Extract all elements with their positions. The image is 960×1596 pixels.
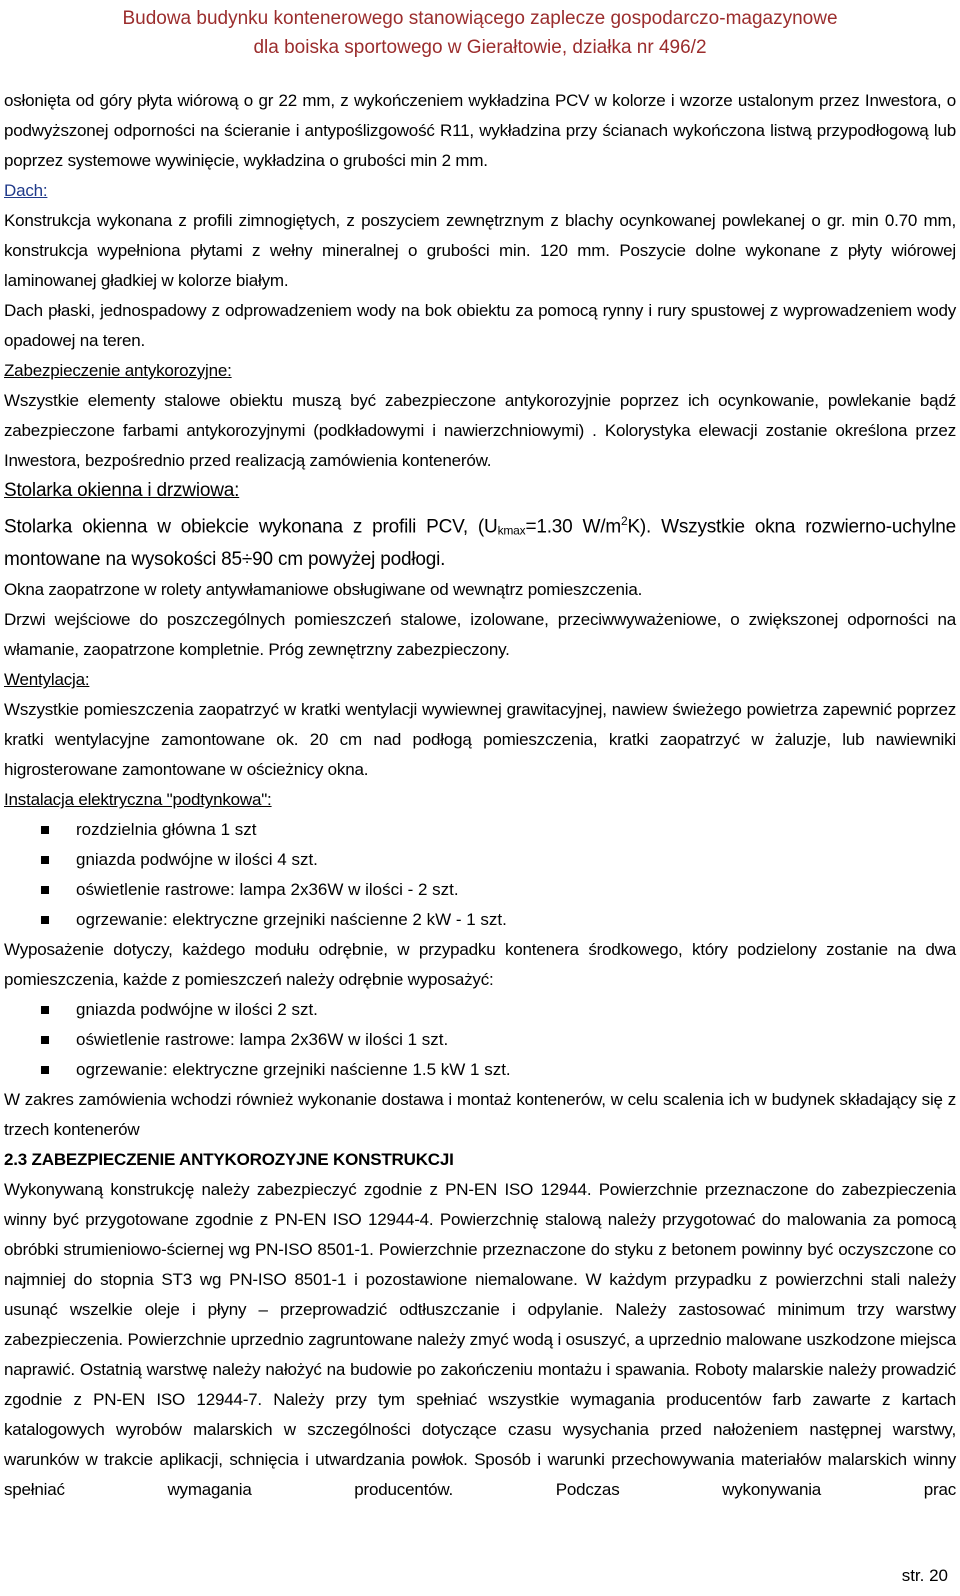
floor-paragraph: osłonięta od góry płyta wiórową o gr 22 mm, z wykończeniem wykładzina PCV w kolorze i wzorze ustalonym przez Inwestora, o podwyższonej odporności na ścieranie i antypoślizgowość R11, wykładzina przy ścianach wykończona listwą przypodłogową lub poprzez systemowe wywinięcie, wykładzina o grubości min 2 mm. — [4, 91, 956, 170]
bullet-square-icon — [41, 1036, 49, 1044]
electrical-paragraph-2: Wyposażenie dotyczy, każdego modułu odrębnie, w przypadku kontenera środkowego, który podzielony zostanie na dwa pomieszczenia, każde z pomieszczeń należy odrębnie wyposażyć: — [4, 940, 956, 990]
list-item — [4, 815, 956, 845]
section-2-3-heading: 2.3 ZABEZPIECZENIE ANTYKOROZYJNE KONSTRUKCJI — [4, 1150, 454, 1170]
list-item — [4, 1025, 956, 1055]
ventilation-heading: Wentylacja: — [4, 670, 90, 690]
roof-paragraph-2: Dach płaski, jednospadowy z odprowadzeniem wody na bok obiektu za pomocą rynny i rury spustowej z wyprowadzeniem wody opadowej na teren. — [4, 301, 956, 350]
section-2-3-paragraph: Wykonywaną konstrukcję należy zabezpieczyć zgodnie z PN-EN ISO 12944. Powierzchnie przeznaczone do zabezpieczenia winny być przygotowane zgodnie z PN-EN ISO 12944-4. Powierzchnię stalową należy przygotować do malowania za pomocą obróbki strumieniowo-ściernej wg PN-ISO 8501-1. Powierzchnie przeznaczone do styku z betonem powinny być oczyszczone co najmniej do stopnia ST3 wg PN-ISO 8501-1 i pozostawione niemalowane. W każdym przypadku z powierzchni stali należy usunąć wszelkie oleje i płyny – przeprowadzić odtłuszczanie i odpylanie. Należy zastosować minimum trzy warstwy zabezpieczenia. Powierzchnie uprzednio zagruntowane należy zmyć wodą i osuszyć, a uprzednio malowane uszkodzone miejsca naprawić. Ostatnią warstwę należy nałożyć na budowie po zakończeniu montażu i spawania. Roboty malarskie należy prowadzić zgodnie z PN-EN ISO 12944-7. Należy przy tym spełniać wszystkie wymagania producentów farb zawarte z kartach katalogowych wyrobów malarskich w szczególności dotyczące czasu wysychania przed nałożeniem następnej warstwy, warunków w trakcie aplikacji, schnięcia i utwardzania powłok. Sposób i warunki przechowywania materiałów malarskich winny spełniać wymagania producentów. Podczas wykonywania prac — [4, 1180, 956, 1500]
roof-paragraph-1: Konstrukcja wykonana z profili zimnogiętych, z poszyciem zewnętrznym z blachy ocynkowanej powlekanej o gr. min 0.70 mm, konstrukcja wypełniona płytami z wełny mineralnej o grubości min. 120 mm. Poszycie dolne wykonane z płyty wiórowej laminowanej gładkiej w kolorze białym. — [4, 211, 956, 290]
bullet-square-icon — [41, 1006, 49, 1014]
electrical-heading: Instalacja elektryczna "podtynkowa": — [4, 790, 272, 810]
list-item — [4, 995, 956, 1025]
list-item — [4, 905, 956, 935]
list-item — [4, 845, 956, 875]
ventilation-paragraph: Wszystkie pomieszczenia zaopatrzyć w kratki wentylacji wywiewnej grawitacyjnej, nawiew świeżego powietrza zapewnić poprzez kratki wentylacyjne zamontowane ok. 20 cm nad podłogą pomieszczenia, kratki zaopatrzyć w żaluzje, lub nawiewniki higrosterowane zamontowane w ościeżnicy okna. — [4, 700, 956, 780]
joinery-paragraph-3: Drzwi wejściowe do poszczególnych pomieszczeń stalowe, izolowane, przeciwwyważeniowe, o zwiększonej odporności na włamanie, zaopatrzone kompletnie. Próg zewnętrzny zabezpieczony. — [4, 610, 956, 660]
bullet-square-icon — [41, 916, 49, 924]
joinery-text-a: Stolarka okienna w obiekcie wykonana z profili PCV, (U — [4, 516, 498, 538]
header-line-1: Budowa budynku kontenerowego stanowiącego zaplecze gospodarczo-magazynowe — [122, 8, 838, 29]
corrosion-paragraph: Wszystkie elementy stalowe obiektu muszą być zabezpieczone antykorozyjnie poprzez ich ocynkowanie, powlekanie bądź zabezpieczone farbami antykorozyjnymi (podkładowymi i nawierzchniowymi) . Kolorystyka elewacji zostanie określona przez Inwestora, bezpośrednio przed realizacją zamówienia kontenerów. — [4, 391, 956, 470]
joinery-text-b: =1.30 W/m — [525, 516, 621, 538]
list-item-text: oświetlenie rastrowe: lampa 2x36W w ilości - 2 szt. — [76, 880, 459, 900]
joinery-subscript: kmax — [497, 523, 526, 538]
list-item-text: gniazda podwójne w ilości 2 szt. — [76, 1000, 318, 1020]
bullet-square-icon — [41, 826, 49, 834]
joinery-superscript: 2 — [620, 514, 628, 528]
bullet-square-icon — [41, 856, 49, 864]
list-item-text: ogrzewanie: elektryczne grzejniki naścienne 1.5 kW 1 szt. — [76, 1060, 511, 1080]
joinery-text-c: K). Wszystkie okna rozwierno-uchylne montowane na wysokości 85÷90 cm powyżej podłogi. — [4, 516, 957, 571]
roof-heading: Dach: — [4, 181, 48, 200]
list-item — [4, 875, 956, 905]
joinery-heading: Stolarka okienna i drzwiowa: — [4, 480, 240, 501]
list-item-text: rozdzielnia główna 1 szt — [76, 820, 257, 840]
joinery-paragraph-1 — [4, 506, 956, 575]
electrical-paragraph-3: W zakres zamówienia wchodzi również wykonanie dostawa i montaż kontenerów, w celu scalenia ich w budynek składający się z trzech kontenerów — [4, 1090, 956, 1140]
bullet-square-icon — [41, 886, 49, 894]
document-body — [4, 86, 956, 1505]
list-item-text: gniazda podwójne w ilości 4 szt. — [76, 850, 318, 870]
header-line-2: dla boiska sportowego w Gierałtowie, działka nr 496/2 — [253, 37, 707, 58]
page-number: str. 20 — [901, 1566, 948, 1585]
list-item-text: oświetlenie rastrowe: lampa 2x36W w ilości 1 szt. — [76, 1030, 449, 1050]
list-item-text: ogrzewanie: elektryczne grzejniki naścienne 2 kW - 1 szt. — [76, 910, 507, 930]
page-header — [0, 4, 960, 62]
corrosion-heading: Zabezpieczenie antykorozyjne: — [4, 361, 232, 380]
joinery-paragraph-2: Okna zaopatrzone w rolety antywłamaniowe obsługiwane od wewnątrz pomieszczenia. — [4, 580, 643, 600]
bullet-square-icon — [41, 1066, 49, 1074]
list-item — [4, 1055, 956, 1085]
